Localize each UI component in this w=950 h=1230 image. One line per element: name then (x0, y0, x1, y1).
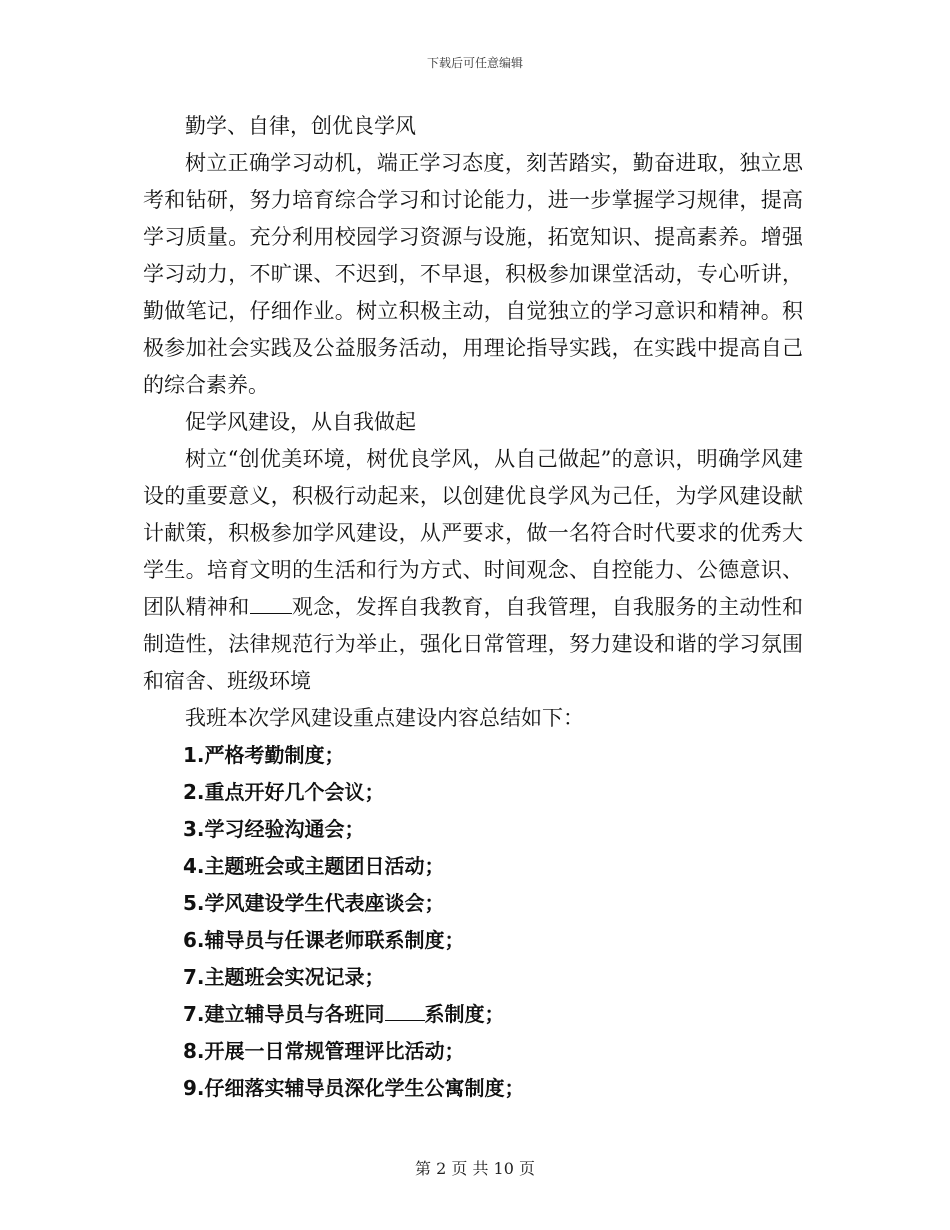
list-item-text-after-blank: 系制度； (424, 1002, 505, 1026)
list-item: 8.开展一日常规管理评比活动； (183, 1039, 465, 1063)
list-item: 9.仔细落实辅导员深化学生公寓制度； (183, 1076, 525, 1100)
fill-in-blank (250, 594, 292, 614)
list-item: 7.主题班会实况记录； (183, 965, 385, 989)
section-heading-1: 勤学、自律，创优良学风 (185, 114, 416, 138)
list-item: 2.重点开好几个会议； (183, 780, 385, 804)
page-header: 下载后可任意编辑 (426, 56, 523, 70)
list-item: 1.严格考勤制度； (183, 743, 345, 767)
section-paragraph-2 (143, 441, 803, 700)
paragraph-text-before-blank: 树立“创优美环境，树优良学风，从自己做起”的意识，明确学风建设的重要意义，积极行动起来，以创建优良学风为己任，为学风建设献计献策，积极参加学风建设，从严要求，做一名符合时代要求的优秀大学生。培育文明的生活和行为方式、时间观念、自控能力、公德意识、团队精神和 (143, 447, 803, 619)
page-footer: 第 2 页 共 10 页 (415, 1159, 535, 1178)
section-paragraph-1: 树立正确学习动机，端正学习态度，刻苦踏实，勤奋进取，独立思考和钻研，努力培育综合学习和讨论能力，进一步掌握学习规律，提高学习质量。充分利用校园学习资源与设施，拓宽知识、提高素养。增强学习动力，不旷课、不迟到，不早退，积极参加课堂活动，专心听讲，勤做笔记，仔细作业。树立积极主动，自觉独立的学习意识和精神。积极参加社会实践及公益服务活动，用理论指导实践，在实践中提高自己的综合素养。 (143, 151, 803, 397)
list-item: 3.学习经验沟通会； (183, 817, 365, 841)
key-content-list (143, 737, 803, 1107)
section-heading-2: 促学风建设，从自我做起 (185, 410, 416, 434)
paragraph-text-after-blank: 观念，发挥自我教育，自我管理，自我服务的主动性和制造性，法律规范行为举止，强化日常管理，努力建设和谐的学习氛围和宿舍、班级环境 (143, 595, 804, 693)
list-item (143, 996, 803, 1033)
list-item: 6.辅导员与任课老师联系制度； (183, 928, 465, 952)
list-item: 5.学风建设学生代表座谈会； (183, 891, 445, 915)
fill-in-blank (385, 1002, 425, 1021)
list-item: 4.主题班会或主题团日活动； (183, 854, 445, 878)
document-body (143, 108, 803, 1107)
summary-intro: 我班本次学风建设重点建设内容总结如下： (185, 706, 584, 730)
list-item-text-before-blank: 7.建立辅导员与各班同 (183, 1002, 385, 1026)
